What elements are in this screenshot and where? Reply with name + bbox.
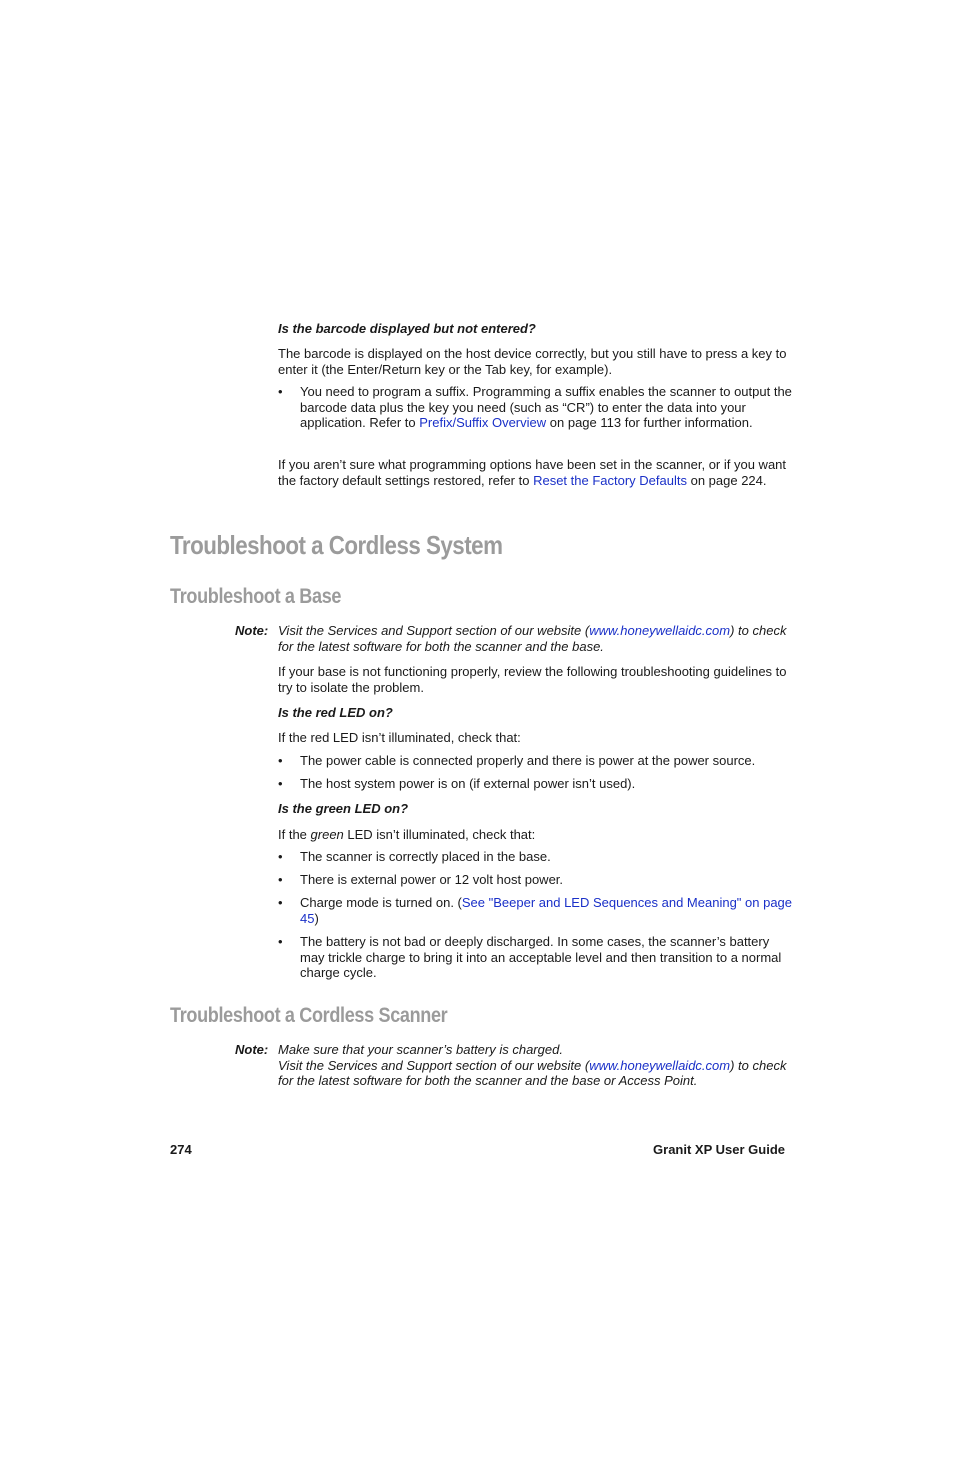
text-span: ) to check for the latest software for both the scanner and the base. <box>278 623 787 654</box>
section-heading-base: Troubleshoot a Base <box>170 585 342 608</box>
website-link[interactable]: www.honeywellaidc.com <box>589 623 731 638</box>
list-item <box>278 849 794 865</box>
bullet-icon: • <box>278 776 283 791</box>
paragraph-barcode-displayed: The barcode is displayed on the host device correctly, but you still have to press a key to enter it (the Enter/Return key or the Tab key, for example). <box>278 346 787 377</box>
text-span: Visit the Services and Support section of our website ( <box>278 623 590 638</box>
list-item-text: There is external power or 12 volt host power. <box>300 872 564 887</box>
text-span: Charge mode is turned on. ( <box>300 895 462 910</box>
text-span: You need to program a suffix. Programming a suffix enables the scanner to output the barcode data plus the key you need (such as “CR”) to enter the data into your application. Refer to <box>300 384 792 431</box>
text-span: If you aren’t sure what programming options have been set in the scanner, or if you want the factory default settings restored, refer to <box>278 457 787 488</box>
text-span: on page 113 for further information. <box>546 415 753 431</box>
bullet-icon: • <box>278 384 283 399</box>
list-item <box>278 753 794 769</box>
bullet-icon: • <box>278 895 283 910</box>
list-item-program-suffix <box>278 384 794 448</box>
paragraph-base-intro: If your base is not functioning properly, review the following troubleshooting guidelines to try to isolate the problem. <box>278 664 787 695</box>
list-item-text: The host system power is on (if external power isn’t used). <box>300 776 636 791</box>
bullet-icon: • <box>278 872 283 887</box>
reset-factory-defaults-link[interactable]: Reset the Factory Defaults <box>533 472 687 488</box>
question-heading-green-led: Is the green LED on? <box>278 801 409 816</box>
list-item-text <box>300 895 794 926</box>
page-number: 274 <box>170 1142 192 1157</box>
bullet-icon: • <box>278 753 283 768</box>
text-span: Visit the Services and Support section of our website ( <box>278 1057 590 1073</box>
section-heading-cordless-scanner: Troubleshoot a Cordless Scanner <box>170 1004 448 1027</box>
note-label: Note: <box>235 623 269 638</box>
list-item <box>278 776 794 792</box>
section-title-cordless-system: Troubleshoot a Cordless System <box>170 530 503 560</box>
text-span: on page 224. <box>686 472 767 488</box>
note-line: Make sure that your scanner’s battery is charged. <box>278 1042 563 1057</box>
note-label: Note: <box>235 1042 269 1057</box>
list-item-text <box>300 384 794 431</box>
list-item-text: The scanner is correctly placed in the base. <box>300 849 551 864</box>
bullet-icon: • <box>278 849 283 864</box>
text-span: ) to check for the latest software for both the scanner and the base or Access Point. <box>278 1057 787 1089</box>
question-heading-barcode: Is the barcode displayed but not entered? <box>278 321 536 336</box>
paragraph-factory-defaults <box>278 457 794 488</box>
website-link[interactable]: www.honeywellaidc.com <box>589 1057 731 1073</box>
list-item-text: The power cable is connected properly and there is power at the power source. <box>300 753 756 768</box>
prefix-suffix-overview-link[interactable]: Prefix/Suffix Overview <box>419 415 547 431</box>
paragraph-green-led-intro <box>278 827 794 843</box>
list-item-battery <box>278 934 794 982</box>
note-text-scanner <box>278 1042 794 1089</box>
question-heading-red-led: Is the red LED on? <box>278 705 393 720</box>
text-span: ) <box>314 910 319 926</box>
beeper-led-sequences-link[interactable]: See "Beeper and LED Sequences and Meaning" on page 45 <box>300 895 793 926</box>
emphasis-green: green <box>310 827 344 842</box>
note-line <box>278 1058 794 1089</box>
text-span: LED isn’t illuminated, check that: <box>343 827 536 842</box>
text-span: If the <box>278 827 311 842</box>
list-item-charge-mode <box>278 895 794 927</box>
paragraph-red-led-intro: If the red LED isn’t illuminated, check that: <box>278 730 521 745</box>
guide-title: Granit XP User Guide <box>653 1142 785 1157</box>
note-text-base <box>278 623 794 654</box>
list-item-text: The battery is not bad or deeply discharged. In some cases, the scanner’s battery may trickle charge to bring it into an acceptable level and then transition to a normal charge cycle. <box>300 934 782 981</box>
bullet-icon: • <box>278 934 283 949</box>
list-item <box>278 872 794 888</box>
